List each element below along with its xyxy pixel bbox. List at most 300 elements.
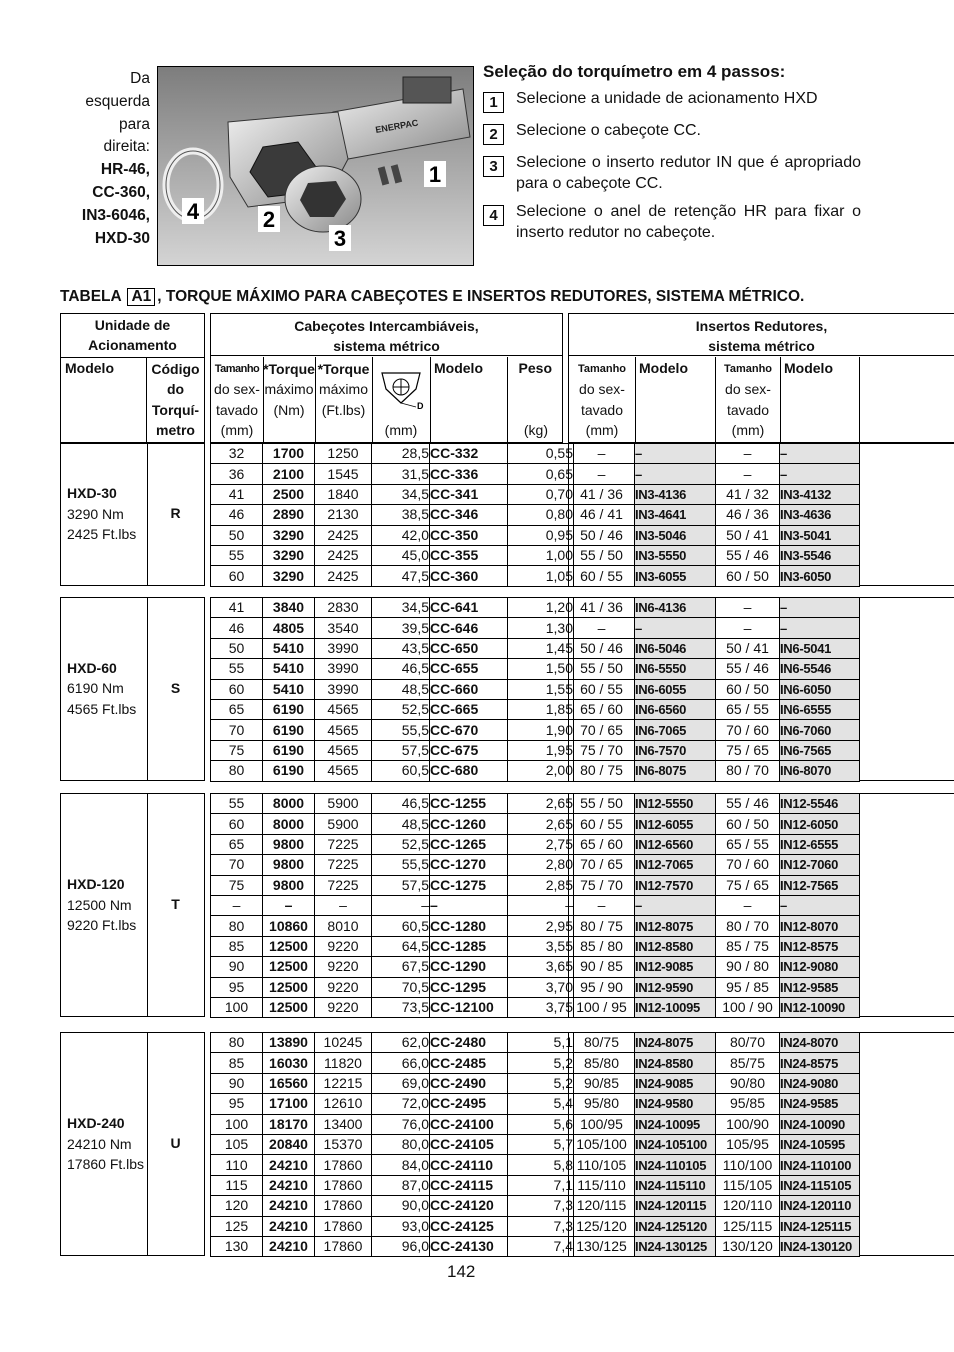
- hex-size: 55: [211, 545, 263, 565]
- insert-size-b: 75 / 65: [716, 740, 780, 760]
- dimension-d: 39,5: [372, 618, 430, 638]
- weight: 0,80: [508, 505, 574, 525]
- torque-nm: 6190: [263, 720, 315, 740]
- table-row: [569, 1175, 860, 1195]
- torque-nm: 10860: [263, 916, 315, 936]
- head-model: CC-332: [430, 444, 508, 464]
- insert-model-a: IN24-8580: [635, 1053, 716, 1073]
- torque-nm: 4805: [263, 618, 315, 638]
- insert-size-b: 100 / 90: [716, 997, 780, 1017]
- table-row: [211, 1053, 574, 1073]
- torque-ft: 10245: [315, 1033, 372, 1053]
- weight: 7,3: [508, 1196, 574, 1216]
- insert-size-b: 75 / 65: [716, 875, 780, 895]
- insert-model-b: IN24-9585: [780, 1094, 860, 1114]
- d-label: D: [417, 401, 424, 411]
- drive-header: [60, 313, 205, 443]
- insert-size-a: 50 / 46: [569, 638, 635, 658]
- drive-torque-nm: 12500 Nm: [67, 896, 132, 913]
- torque-ft: 17860: [315, 1216, 372, 1236]
- insert-model-b: IN3-4132: [780, 484, 860, 504]
- dimension-d: 42,0: [372, 525, 430, 545]
- dimension-d: 76,0: [372, 1114, 430, 1134]
- callout-2: 2: [262, 207, 276, 232]
- insert-size-a: 60 / 55: [569, 566, 635, 586]
- table-row: [569, 855, 860, 875]
- head-model: CC-665: [430, 699, 508, 719]
- table-row: [569, 659, 860, 679]
- insert-model-a: IN3-4641: [635, 505, 716, 525]
- torque-ft: 4565: [315, 720, 372, 740]
- drive-torque-nm: 24210 Nm: [67, 1135, 132, 1152]
- table-title-prefix: TABELA: [60, 288, 122, 305]
- insert-size-b: –: [716, 444, 780, 464]
- table-row: [569, 1053, 860, 1073]
- dimension-d: 31,5: [372, 464, 430, 484]
- table-row: [569, 1216, 860, 1236]
- torque-nm: 8000: [263, 814, 315, 834]
- head-model: CC-646: [430, 618, 508, 638]
- head-model: CC-336: [430, 464, 508, 484]
- torque-ft: 1250: [315, 444, 372, 464]
- table-row: [211, 957, 574, 977]
- caption-model: HR-46,: [100, 161, 150, 179]
- dimension-d: 48,5: [372, 814, 430, 834]
- drive-code: S: [170, 679, 181, 696]
- dimension-d: 90,0: [372, 1196, 430, 1216]
- insert-size-b: 80/70: [716, 1033, 780, 1053]
- torque-nm: 24210: [263, 1155, 315, 1175]
- torque-ft: 4565: [315, 699, 372, 719]
- weight: 5,8: [508, 1155, 574, 1175]
- weight: 1,20: [508, 598, 574, 618]
- step-number: 4: [483, 205, 504, 226]
- insert-size-b: 95 / 85: [716, 977, 780, 997]
- hex-size: 50: [211, 638, 263, 658]
- table-row: [569, 525, 860, 545]
- torque-ft: 4565: [315, 740, 372, 760]
- drive-unit-cell: [60, 1032, 205, 1256]
- insert-model-a: IN24-125120: [635, 1216, 716, 1236]
- insert-size-a: 95/80: [569, 1094, 635, 1114]
- torque-nm-line: *Torque: [263, 361, 315, 377]
- photo-caption: [58, 68, 150, 250]
- torque-ft: 3540: [315, 618, 372, 638]
- step-number: 1: [483, 92, 504, 113]
- weight: 1,85: [508, 699, 574, 719]
- torque-nm: 5410: [263, 638, 315, 658]
- torque-ft: 11820: [315, 1053, 372, 1073]
- table-row: [211, 1155, 574, 1175]
- weight: 1,90: [508, 720, 574, 740]
- drive-unit-info: [67, 1113, 144, 1174]
- dimension-d: 69,0: [372, 1073, 430, 1093]
- d-unit: (mm): [384, 422, 418, 438]
- insert-size-b: 60 / 50: [716, 679, 780, 699]
- weight: 3,55: [508, 936, 574, 956]
- insert-model-b: IN12-7060: [780, 855, 860, 875]
- table-id-box: A1: [127, 288, 155, 306]
- table-row: [211, 618, 574, 638]
- weight: 3,75: [508, 997, 574, 1017]
- torque-ft: 2130: [315, 505, 372, 525]
- table-row: [211, 977, 574, 997]
- weight: 7,4: [508, 1236, 574, 1256]
- weight: 1,55: [508, 679, 574, 699]
- insert-model-header-a: Modelo: [635, 357, 716, 442]
- insert-size-b: 60 / 50: [716, 814, 780, 834]
- dimension-d: 43,5: [372, 638, 430, 658]
- torque-ft-line: (Ft.lbs): [321, 401, 366, 418]
- product-photo: [157, 66, 474, 266]
- drive-code: U: [170, 1135, 181, 1152]
- dimension-d: 87,0: [372, 1175, 430, 1195]
- insert-size-b: 115/105: [716, 1175, 780, 1195]
- insert-size-a: 110/105: [569, 1155, 635, 1175]
- head-model: CC-650: [430, 638, 508, 658]
- torque-ft: 3990: [315, 679, 372, 699]
- hex-size: 85: [211, 936, 263, 956]
- torque-ft: 15370: [315, 1134, 372, 1154]
- table-row: [569, 794, 860, 814]
- weight: 5,7: [508, 1134, 574, 1154]
- heads-table: [210, 1032, 574, 1257]
- table-row: [569, 936, 860, 956]
- heads-header: [210, 313, 563, 443]
- insert-size-a: 90/85: [569, 1073, 635, 1093]
- hex-size: 41: [211, 598, 263, 618]
- torque-nm-line: máximo: [264, 381, 314, 398]
- steps-title: Seleção do torquímetro em 4 passos:: [483, 62, 786, 81]
- torque-ft: 7225: [315, 855, 372, 875]
- insert-size-b: 65 / 55: [716, 699, 780, 719]
- drive-model: HXD-240: [67, 1115, 125, 1132]
- insert-size-b: 60 / 50: [716, 566, 780, 586]
- insert-model-b: IN24-10090: [780, 1114, 860, 1134]
- table-row: [211, 916, 574, 936]
- insert-model-b: –: [780, 464, 860, 484]
- weight: 1,50: [508, 659, 574, 679]
- weight: 2,00: [508, 761, 574, 781]
- insert-model-b: IN24-8070: [780, 1033, 860, 1053]
- insert-model-a: IN12-6055: [635, 814, 716, 834]
- table-title-text: , TORQUE MÁXIMO PARA CABEÇOTES E INSERTOS REDUTORES, SISTEMA MÉTRICO.: [157, 288, 805, 305]
- insert-size-b: 55 / 46: [716, 794, 780, 814]
- torque-nm: 5410: [263, 659, 315, 679]
- weight: 2,65: [508, 794, 574, 814]
- weight: 3,70: [508, 977, 574, 997]
- insert-model-b: IN3-5546: [780, 545, 860, 565]
- insert-model-b: IN12-9585: [780, 977, 860, 997]
- insert-size-line: (mm): [731, 422, 765, 439]
- insert-size-b: 70 / 60: [716, 855, 780, 875]
- insert-size-a: 85 / 80: [569, 936, 635, 956]
- dimension-d: 57,5: [372, 740, 430, 760]
- insert-model-a: –: [635, 895, 716, 915]
- torque-ft: 17860: [315, 1196, 372, 1216]
- insert-size-a: 50 / 46: [569, 525, 635, 545]
- dimension-d: 28,5: [372, 444, 430, 464]
- torque-nm: 9800: [263, 855, 315, 875]
- drive-model: HXD-30: [67, 485, 117, 502]
- insert-model-b: IN6-6050: [780, 679, 860, 699]
- weight: 7,3: [508, 1216, 574, 1236]
- weight: 5,6: [508, 1114, 574, 1134]
- insert-size-a: 130/125: [569, 1236, 635, 1256]
- drive-model: HXD-120: [67, 876, 125, 893]
- brand-text: ENERPAC: [374, 117, 420, 135]
- insert-model-a: IN3-4136: [635, 484, 716, 504]
- torque-ft: 12215: [315, 1073, 372, 1093]
- insert-model-b: IN6-5041: [780, 638, 860, 658]
- torque-ft: 1545: [315, 464, 372, 484]
- table-row: [569, 1236, 860, 1256]
- insert-model-b: –: [780, 444, 860, 464]
- torque-nm: 2100: [263, 464, 315, 484]
- table-row: [569, 997, 860, 1017]
- insert-model-a: IN6-5550: [635, 659, 716, 679]
- insert-size-b: 90/80: [716, 1073, 780, 1093]
- hex-size: 130: [211, 1236, 263, 1256]
- dimension-d: 66,0: [372, 1053, 430, 1073]
- table-row: [211, 1196, 574, 1216]
- hex-size: 115: [211, 1175, 263, 1195]
- head-model: –: [430, 895, 508, 915]
- insert-size-a: –: [569, 464, 635, 484]
- code-header-line: do: [166, 381, 185, 398]
- insert-model-a: IN6-8075: [635, 761, 716, 781]
- torque-ft: 8010: [315, 916, 372, 936]
- insert-size-b: 65 / 55: [716, 834, 780, 854]
- drive-code: R: [170, 505, 181, 522]
- drive-unit-cell: [60, 793, 205, 1017]
- torque-nm: 6190: [263, 699, 315, 719]
- insert-size-b: –: [716, 464, 780, 484]
- insert-model-b: IN6-7565: [780, 740, 860, 760]
- step-text: Selecione o inserto redutor IN que é apropriado para o cabeçote CC.: [516, 154, 861, 192]
- insert-size-b: 80 / 70: [716, 761, 780, 781]
- dimension-d: 67,5: [372, 957, 430, 977]
- insert-size-a: 70 / 65: [569, 855, 635, 875]
- table-row: [569, 484, 860, 504]
- insert-model-a: IN3-5550: [635, 545, 716, 565]
- insert-size-a: –: [569, 895, 635, 915]
- insert-model-a: IN3-6055: [635, 566, 716, 586]
- torque-nm: 3840: [263, 598, 315, 618]
- insert-model-b: IN12-9080: [780, 957, 860, 977]
- hex-size: 80: [211, 761, 263, 781]
- hex-size: 65: [211, 834, 263, 854]
- insert-size-a: 46 / 41: [569, 505, 635, 525]
- torque-nm: 6190: [263, 761, 315, 781]
- torque-nm: 3290: [263, 525, 315, 545]
- insert-size-a: 80 / 75: [569, 916, 635, 936]
- drive-unit-info: [67, 658, 136, 719]
- inserts-table: [568, 793, 860, 1018]
- torque-nm: 13890: [263, 1033, 315, 1053]
- head-model: CC-24110: [430, 1155, 508, 1175]
- torque-nm: 9800: [263, 834, 315, 854]
- weight: 7,1: [508, 1175, 574, 1195]
- insert-model-a: –: [635, 618, 716, 638]
- dimension-d: 34,5: [372, 598, 430, 618]
- insert-model-b: IN6-5546: [780, 659, 860, 679]
- drive-unit-info: [67, 874, 136, 935]
- insert-size-a: 55 / 50: [569, 659, 635, 679]
- table-row: [569, 1033, 860, 1053]
- table-row: [569, 1094, 860, 1114]
- hex-size: 32: [211, 444, 263, 464]
- hex-size: 110: [211, 1155, 263, 1175]
- insert-size-a: 115/110: [569, 1175, 635, 1195]
- insert-model-a: IN6-6560: [635, 699, 716, 719]
- weight: 1,30: [508, 618, 574, 638]
- hex-size: 65: [211, 699, 263, 719]
- insert-size-a: 60 / 55: [569, 814, 635, 834]
- step-text: Selecione o cabeçote CC.: [516, 122, 701, 139]
- hex-size: 70: [211, 720, 263, 740]
- weight: 5,4: [508, 1094, 574, 1114]
- weight: 5,1: [508, 1033, 574, 1053]
- hex-size: 90: [211, 1073, 263, 1093]
- torque-ft: 1840: [315, 484, 372, 504]
- table-row: [569, 740, 860, 760]
- dimension-d: 70,5: [372, 977, 430, 997]
- table-row: [569, 1134, 860, 1154]
- insert-size-b: –: [716, 598, 780, 618]
- head-model: CC-355: [430, 545, 508, 565]
- insert-size-b: 70 / 60: [716, 720, 780, 740]
- inserts-table: [568, 597, 860, 782]
- size-header-line: Tamanho: [214, 363, 260, 375]
- caption-line: para: [118, 115, 150, 133]
- torque-nm: 3290: [263, 566, 315, 586]
- table-row: [211, 794, 574, 814]
- table-row: [569, 638, 860, 658]
- insert-model-a: IN3-5046: [635, 525, 716, 545]
- dimension-d: 62,0: [372, 1033, 430, 1053]
- step-text: Selecione a unidade de acionamento HXD: [516, 90, 818, 107]
- torque-ft: 17860: [315, 1236, 372, 1256]
- torque-ft: 4565: [315, 761, 372, 781]
- hex-size: 46: [211, 505, 263, 525]
- table-row: [211, 545, 574, 565]
- insert-size-b: 50 / 41: [716, 638, 780, 658]
- hex-size: 100: [211, 1114, 263, 1134]
- size-header-line: do sex-: [214, 381, 260, 398]
- insert-model-a: IN12-6560: [635, 834, 716, 854]
- table-row: [569, 1073, 860, 1093]
- insert-model-a: –: [635, 444, 716, 464]
- table-row: [569, 598, 860, 618]
- insert-model-a: IN12-5550: [635, 794, 716, 814]
- step-1: [483, 88, 861, 113]
- hex-size: 55: [211, 794, 263, 814]
- hex-size: 55: [211, 659, 263, 679]
- torque-ft: 9220: [315, 936, 372, 956]
- table-row: [211, 855, 574, 875]
- hex-size: –: [211, 895, 263, 915]
- dimension-d: 96,0: [372, 1236, 430, 1256]
- weight: 3,65: [508, 957, 574, 977]
- head-model: CC-24130: [430, 1236, 508, 1256]
- head-model: CC-24125: [430, 1216, 508, 1236]
- head-model: CC-24115: [430, 1175, 508, 1195]
- table-edge-line: [859, 793, 954, 1017]
- insert-size-b: 120/110: [716, 1196, 780, 1216]
- insert-size-b: 130/120: [716, 1236, 780, 1256]
- hex-size: 75: [211, 875, 263, 895]
- insert-model-b: IN24-8575: [780, 1053, 860, 1073]
- insert-size-a: 95 / 90: [569, 977, 635, 997]
- drive-torque-nm: 3290 Nm: [67, 505, 124, 522]
- insert-size-b: 80 / 70: [716, 916, 780, 936]
- torque-nm: 16560: [263, 1073, 315, 1093]
- head-model: CC-341: [430, 484, 508, 504]
- hex-size: 95: [211, 977, 263, 997]
- drive-unit-info: [67, 483, 136, 544]
- step-3: [483, 152, 861, 194]
- table-row: [211, 598, 574, 618]
- torque-nm: 1700: [263, 444, 315, 464]
- dimension-d: 48,5: [372, 679, 430, 699]
- hex-size: 105: [211, 1134, 263, 1154]
- drive-torque-ft: 4565 Ft.lbs: [67, 700, 137, 717]
- table-row: [569, 977, 860, 997]
- drive-group-header: Unidade de Acionamento: [61, 314, 204, 358]
- torque-ft-line: *Torque: [317, 361, 370, 377]
- table-row: [569, 957, 860, 977]
- table-row: [211, 1134, 574, 1154]
- drive-model-header: Modelo: [61, 357, 147, 442]
- torque-ft: –: [315, 895, 372, 915]
- inserts-header: [568, 313, 954, 443]
- insert-model-a: IN24-9580: [635, 1094, 716, 1114]
- weight-header: [508, 357, 562, 442]
- insert-model-a: IN12-7570: [635, 875, 716, 895]
- weight: 5,2: [508, 1073, 574, 1093]
- table-row: [211, 895, 574, 915]
- head-model: CC-680: [430, 761, 508, 781]
- table-row: [211, 1033, 574, 1053]
- dimension-d: 73,5: [372, 997, 430, 1017]
- insert-size-b: 41 / 32: [716, 484, 780, 504]
- torque-nm: 2500: [263, 484, 315, 504]
- torque-nm: 12500: [263, 997, 315, 1017]
- insert-model-a: IN12-8580: [635, 936, 716, 956]
- caption-line: esquerda: [85, 92, 150, 110]
- insert-model-b: IN24-120110: [780, 1196, 860, 1216]
- insert-size-a: 75 / 70: [569, 875, 635, 895]
- insert-size-line: Tamanho: [723, 363, 773, 375]
- torque-nm: 24210: [263, 1196, 315, 1216]
- torque-nm: 9800: [263, 875, 315, 895]
- selection-steps: [483, 62, 861, 250]
- product-photo-illustration: [158, 67, 473, 265]
- insert-size-a: 80 / 75: [569, 761, 635, 781]
- insert-model-b: IN6-8070: [780, 761, 860, 781]
- caption-model: CC-360,: [92, 183, 150, 201]
- dimension-d: 57,5: [372, 875, 430, 895]
- drive-torque-ft: 17860 Ft.lbs: [67, 1156, 145, 1172]
- insert-size-b: 46 / 36: [716, 505, 780, 525]
- code-header: [147, 357, 204, 442]
- dimension-d: –: [372, 895, 430, 915]
- head-model: CC-1290: [430, 957, 508, 977]
- callout-1: 1: [428, 162, 442, 187]
- head-model: CC-1260: [430, 814, 508, 834]
- dimension-d: 52,5: [372, 834, 430, 854]
